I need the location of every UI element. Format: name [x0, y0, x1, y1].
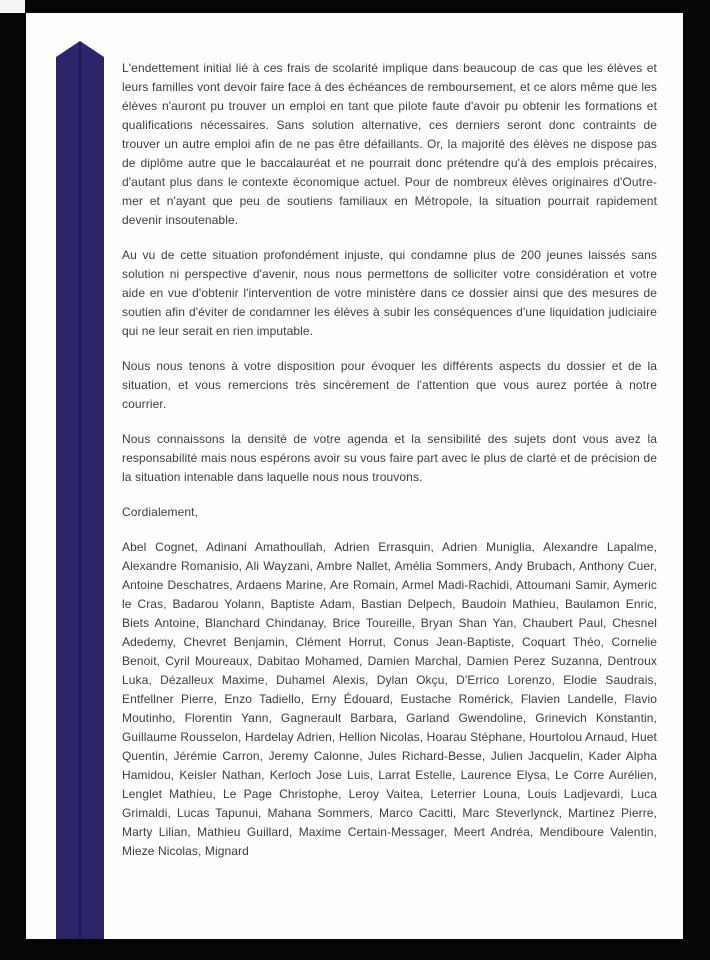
letter-page	[26, 13, 683, 939]
paragraph-acknowledgement: Nous connaissons la densité de votre agenda et la sensibilité des sujets dont vous avez la responsabilité mais nous espérons avoir su vous faire part avec le plus de clarté et de précision de la situation intenable dans laquelle nous nous trouvons.	[122, 432, 657, 484]
closing-salutation: Cordialement,	[122, 505, 199, 519]
paragraph-request: Au vu de cette situation profondément injuste, qui condamne plus de 200 jeunes laissés sans solution ni perspective d'avenir, nous nous permettons de solliciter votre considération et votre aide en vue d'obtenir l'intervention de votre ministère dans ce dossier ainsi que des mesures de soutien afin d'éviter de condamner les élèves à subir les conséquences d'une liquidation judiciaire qui ne leur serait en rien imputable.	[122, 248, 657, 338]
blue-ribbon-accent	[56, 41, 104, 939]
ribbon-center-seam	[79, 41, 81, 939]
paragraph-debt: L'endettement initial lié à ces frais de scolarité implique dans beaucoup de cas que les élèves et leurs familles vont devoir faire face à des échéances de remboursement, et ce alors même que les élèves n'auront pu trouver un emploi en tant que pilote faute d'avoir pu obtenir les formations et qualifications nécessaires. Sans solution alternative, ces derniers seront donc contraints de trouver un autre emploi afin de ne pas être défaillants. Or, la majorité des élèves ne dispose pas de diplôme autre que le baccalauréat et ne pourrait donc prétendre qu'à des emplois précaires, d'autant plus dans le contexte économique actuel. Pour de nombreux élèves originaires d'Outre-mer et n'ayant que peu de soutiens familiaux en Métropole, la situation pourrait rapidement devenir insoutenable.	[122, 61, 657, 227]
signatories-list: Abel Cognet, Adinani Amathoullah, Adrien Errasquin, Adrien Muniglia, Alexandre Lapalme, Alexandre Romanisio, Ali Wayzani, Ambre Nallet, Amélia Sommers, Andy Brubach, Anthony Cuer, Antoine Deschatres, Ardaens Marine, Are Romain, Armel Madi-Rachidi, Attoumani Samir, Aymeric le Cras, Badarou Yolann, Baptiste Adam, Bastian Delpech, Baudoin Mathieu, Baulamon Enric, Biets Antoine, Blanchard Chindanay, Brice Toureille, Bryan Shan Yan, Chaubert Paul, Chesnel Adedemy, Chevret Benjamin, Clément Horrut, Conus Jean-Baptiste, Coquart Théo, Cornelie Benoit, Cyril Moureaux, Dabitao Mohamed, Damien Marchal, Damien Perez Suzanna, Dentroux Luka, Dézalleux Maxime, Duhamel Alexis, Dylan Okçu, D'Errico Lorenzo, Elodie Saudrais, Entfellner Pierre, Enzo Tadiello, Erny Édouard, Eustache Romérick, Flavien Landelle, Flavio Moutinho, Florentin Yann, Gagnerault Barbara, Garland Gwendoline, Grinevich Konstantin, Guillaume Rousselon, Hardelay Adrien, Hellion Nicolas, Hoarau Stéphane, Hourtolou Arnaud, Huet Quentin, Jérémie Carron, Jeremy Calonne, Jules Richard-Besse, Julien Jacquelin, Kader Alpha Hamidou, Keisler Nathan, Kerloch Jose Luis, Larrat Estelle, Laurence Elysa, Le Corre Aurélien, Lenglet Mathieu, Le Page Christophe, Leroy Vaitea, Leterrier Louna, Louis Ladjevardi, Luca Grimaldi, Lucas Tapunui, Mahana Sommers, Marco Cacitti, Marc Steverlynck, Martinez Pierre, Marty Lilian, Mathieu Guillard, Maxime Certain-Messager, Meert Andréa, Mendiboure Valentin, Mieze Nicolas, Mignard	[122, 540, 657, 858]
letter-body	[122, 59, 657, 861]
page-corner-sliver	[0, 0, 25, 13]
paragraph-availability: Nous nous tenons à votre disposition pour évoquer les différents aspects du dossier et de la situation, et vous remercions très sincèrement de l'attention que vous aurez portée à notre courrier.	[122, 359, 657, 411]
